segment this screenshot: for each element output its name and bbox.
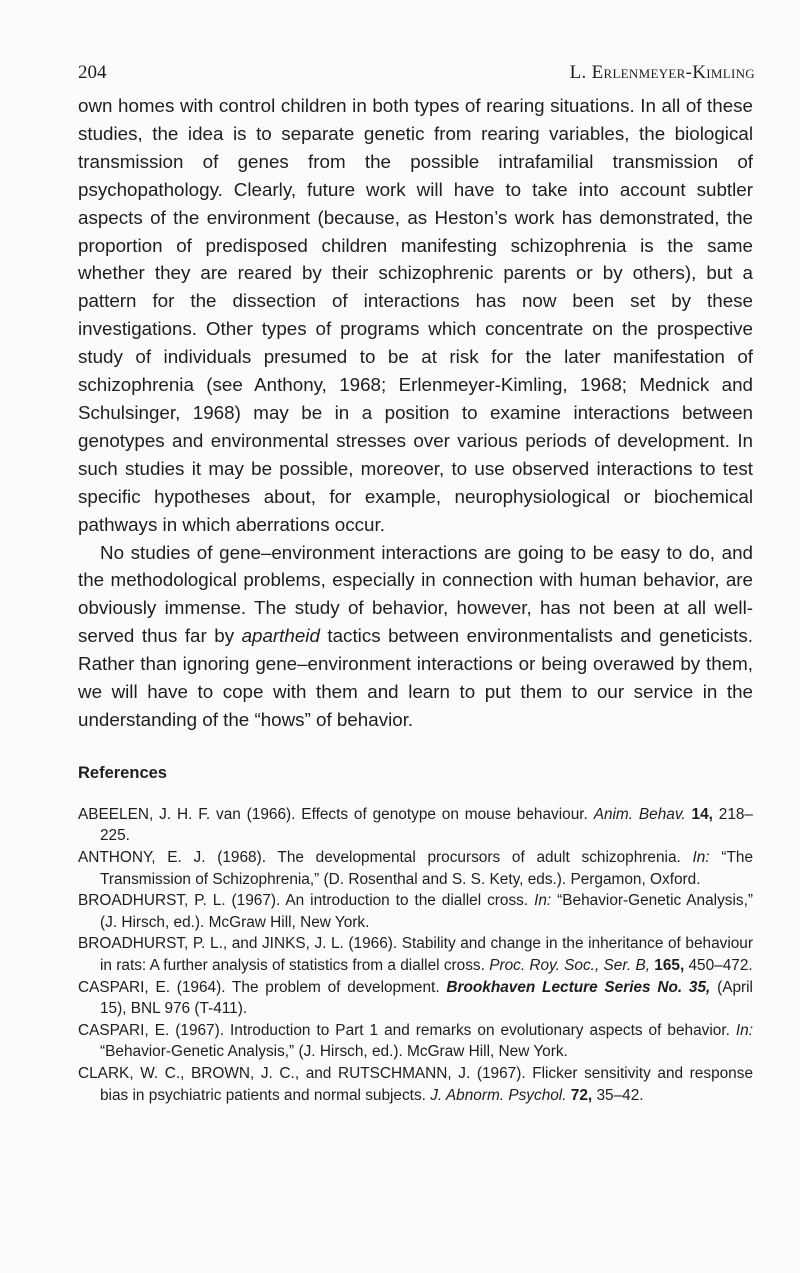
reference-pages: 450–472. bbox=[684, 957, 753, 974]
references-heading: References bbox=[78, 763, 167, 782]
reference-text: CLARK, W. C., BROWN, J. C., and RUTSCHMANN, J. (1967). Flicker sensitivity and response bias in psychiatric patients and normal subjects. bbox=[78, 1064, 753, 1104]
reference-journal: J. Abnorm. Psychol. bbox=[430, 1086, 567, 1104]
reference-pages: 218–225. bbox=[100, 805, 753, 845]
reference-item bbox=[78, 1063, 753, 1106]
reference-text: CASPARI, E. (1967). Introduction to Part 1 and remarks on evolutionary aspects of behavior. bbox=[78, 1021, 736, 1039]
reference-in: In: bbox=[534, 892, 552, 910]
reference-text: BROADHURST, P. L., and JINKS, J. L. (1966). Stability and change in the inheritance of behaviour in rats: A further analysis of statistics from a diallel cross. bbox=[78, 935, 753, 974]
reference-journal: Anim. Behav. bbox=[593, 805, 686, 823]
reference-volume: 165, bbox=[649, 957, 685, 974]
reference-item bbox=[78, 847, 753, 890]
reference-text: ABEELEN, J. H. F. van (1966). Effects of genotype on mouse behaviour. bbox=[78, 805, 594, 823]
reference-text-rest: “Behavior-Genetic Analysis,” (J. Hirsch, ed.). McGraw Hill, New York. bbox=[100, 1043, 568, 1061]
reference-in: In: bbox=[735, 1021, 753, 1039]
reference-pages: 35–42. bbox=[592, 1086, 644, 1104]
paragraph-2 bbox=[78, 539, 753, 734]
reference-text-rest: “The Transmission of Schizophrenia,” (D. Rosenthal and S. S. Kety, eds.). Pergamon, Oxford. bbox=[100, 849, 754, 888]
reference-item bbox=[78, 1020, 753, 1063]
paragraph-1 bbox=[78, 92, 753, 539]
reference-journal: Proc. Roy. Soc., Ser. B, bbox=[489, 957, 650, 974]
reference-text-rest: (April 15), BNL 976 (T-411). bbox=[100, 978, 753, 1018]
reference-text: BROADHURST, P. L. (1967). An introduction to the diallel cross. bbox=[78, 892, 535, 910]
reference-list bbox=[78, 804, 753, 1106]
reference-volume: 72, bbox=[566, 1086, 593, 1104]
reference-item bbox=[78, 890, 753, 933]
paragraph-1-text: own homes with control children in both types of rearing situations. In all of these studies, the idea is to separate genetic from rearing variables, the biological transmission of genes from the possible intrafamilial transmission of psychopathology. Clearly, future work will have to take into account subtler aspects of the environment (because, as Heston’s work has demonstrated, the proportion of predisposed children manifesting schizophrenia is the same whether they are reared by their schizophrenic parents or by others), but a pattern for the dissection of interactions has now been set by these investigations. Other types of programs which concentrate on the prospective study of individuals presumed to be at risk for the later manifestation of schizophrenia (see Anthony, 1968; Erlenmeyer-Kimling, 1968; Mednick and Schulsinger, 1968) may be in a position to examine interactions between genotypes and environmental stresses over various periods of development. In such studies it may be possible, moreover, to use observed interactions to test specific hypotheses about, for example, neurophysiological or biochemical pathways in which aberrations occur. bbox=[78, 95, 753, 535]
page-number: 204 bbox=[78, 62, 107, 83]
book-page bbox=[78, 62, 753, 1106]
reference-volume: 14, bbox=[685, 805, 713, 823]
paragraph-2-text-start: No studies of gene–environment interactions are going to be easy to do, and the methodological problems, especially in connection with human behavior, are obviously immense. The study of behavior, however, has not been at all well-served thus far by bbox=[78, 541, 753, 647]
reference-item bbox=[78, 977, 753, 1020]
reference-series: Brookhaven Lecture Series No. 35, bbox=[446, 978, 711, 996]
reference-text-rest: “Behavior-Genetic Analysis,” (J. Hirsch, ed.). McGraw Hill, New York. bbox=[100, 892, 754, 931]
reference-item bbox=[78, 933, 753, 976]
body-text bbox=[78, 92, 753, 734]
running-head: L. Erlenmeyer-Kimling bbox=[569, 62, 755, 83]
reference-in: In: bbox=[692, 849, 710, 867]
paragraph-2-italic-term: apartheid bbox=[241, 625, 320, 647]
reference-text: CASPARI, E. (1964). The problem of development. bbox=[78, 978, 447, 996]
page-header bbox=[78, 62, 753, 92]
paragraph-2-text-end: tactics between environmentalists and geneticists. Rather than ignoring gene–environment interactions or being overawed by them, we will have to cope with them and learn to put them to our service in the understanding of the “hows” of behavior. bbox=[78, 625, 753, 730]
reference-item bbox=[78, 804, 753, 847]
reference-text: ANTHONY, E. J. (1968). The developmental procursors of adult schizophrenia. bbox=[78, 849, 693, 867]
